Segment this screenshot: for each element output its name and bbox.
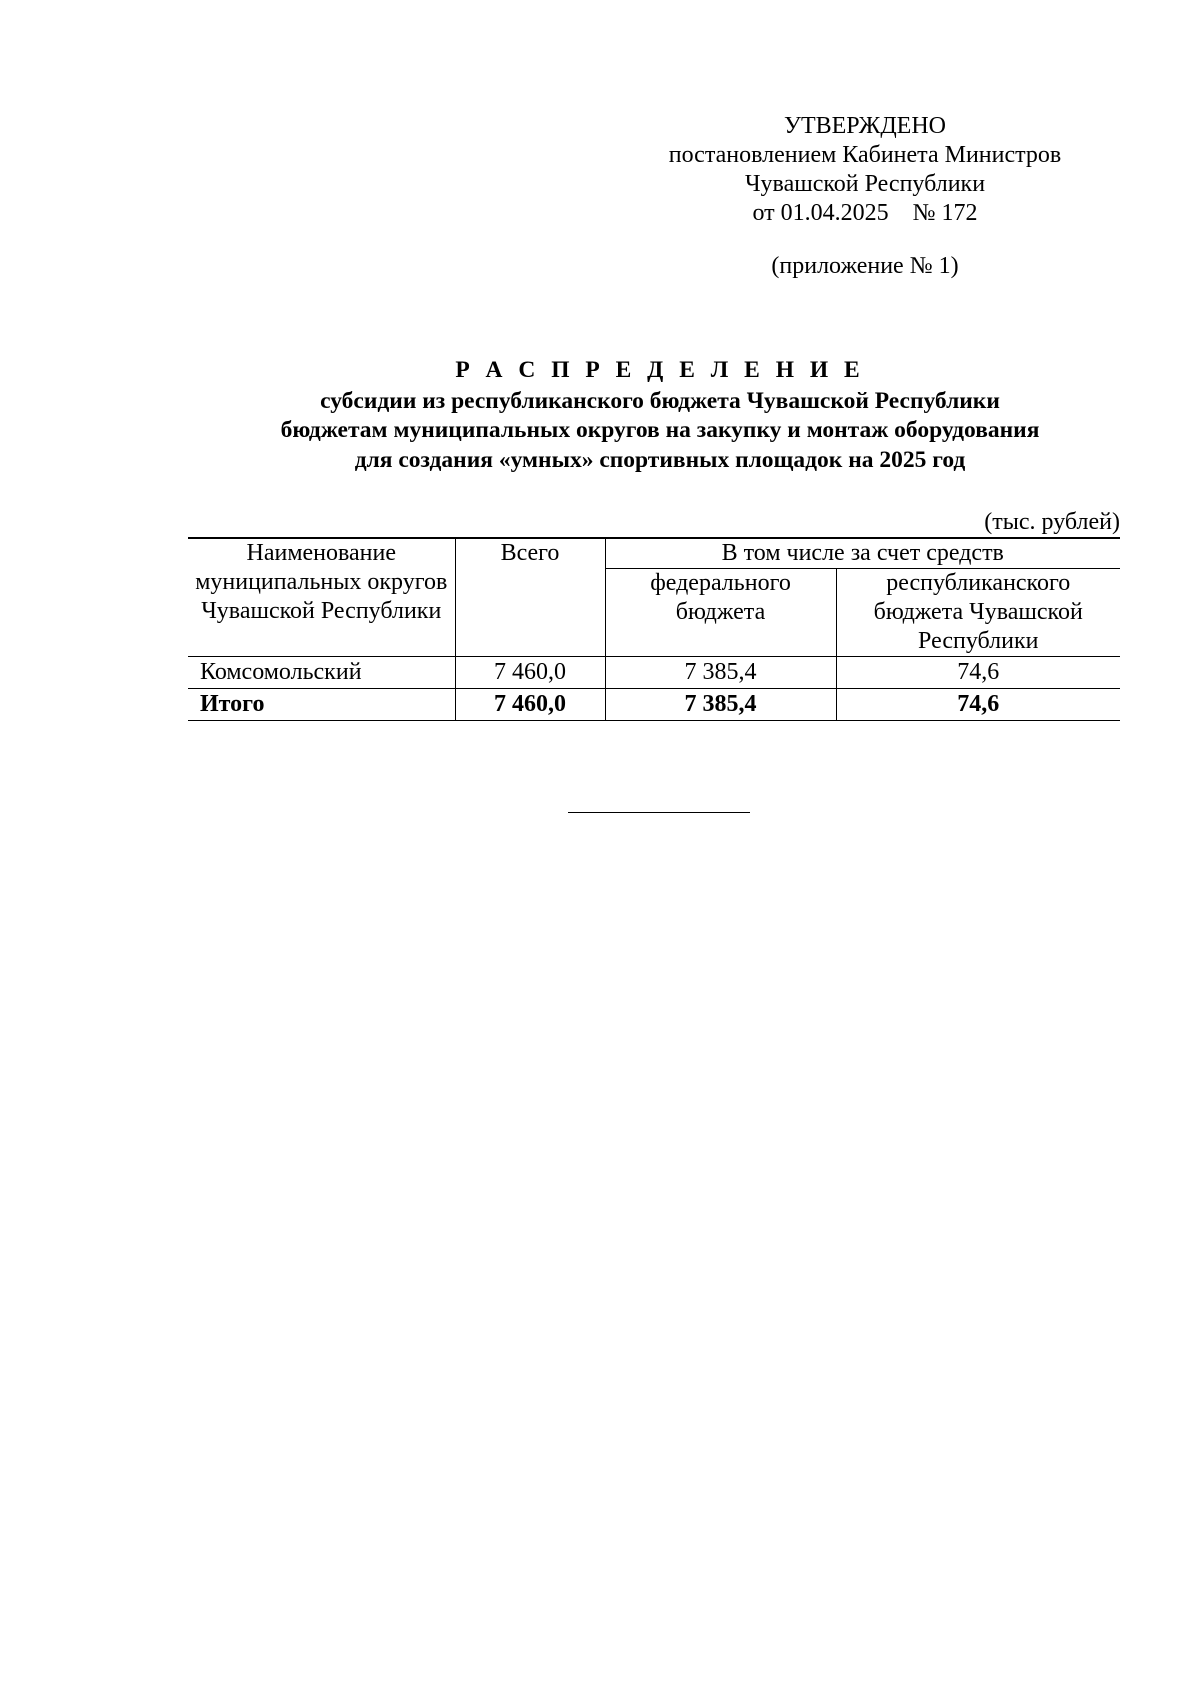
header-republican: республиканского бюджета Чувашской Республики [836,569,1120,657]
distribution-table [188,537,1120,721]
totals-row [188,689,1120,721]
end-divider [568,812,750,813]
document-title [190,356,1130,475]
approval-issuer: постановлением Кабинета Министров [668,142,1062,168]
document-subtitle-line-3: для создания «умных» спортивных площадок на 2025 год [354,446,966,473]
document-subtitle-line-2: бюджетам муниципальных округов на закупку и монтаж оборудования [280,417,1040,443]
totals-total: 7 460,0 [455,689,605,721]
document-heading: Р А С П Р Е Д Е Л Е Н И Е [455,357,865,383]
table-row [188,657,1120,689]
approval-stamp [640,112,1090,281]
totals-republican: 74,6 [836,689,1120,721]
header-including: В том числе за счет средств [605,538,1120,569]
totals-label: Итого [188,689,455,721]
totals-federal: 7 385,4 [605,689,836,721]
approval-republic: Чувашской Республики [744,171,986,197]
appendix-label: (приложение № 1) [771,253,959,279]
header-total: Всего [455,538,605,657]
cell-federal: 7 385,4 [605,657,836,689]
units-label: (тыс. рублей) [984,509,1120,535]
document-subtitle-line-1: субсидии из республиканского бюджета Чувашской Республики [320,387,1000,414]
header-municipality: Наименование муниципальных округов Чувашской Республики [188,538,455,657]
cell-republican: 74,6 [836,657,1120,689]
header-federal: федерального бюджета [605,569,836,657]
approval-title: УТВЕРЖДЕНО [783,113,947,139]
approval-date-number: от 01.04.2025 № 172 [752,200,978,226]
cell-total: 7 460,0 [455,657,605,689]
cell-municipality: Комсомольский [188,657,455,689]
